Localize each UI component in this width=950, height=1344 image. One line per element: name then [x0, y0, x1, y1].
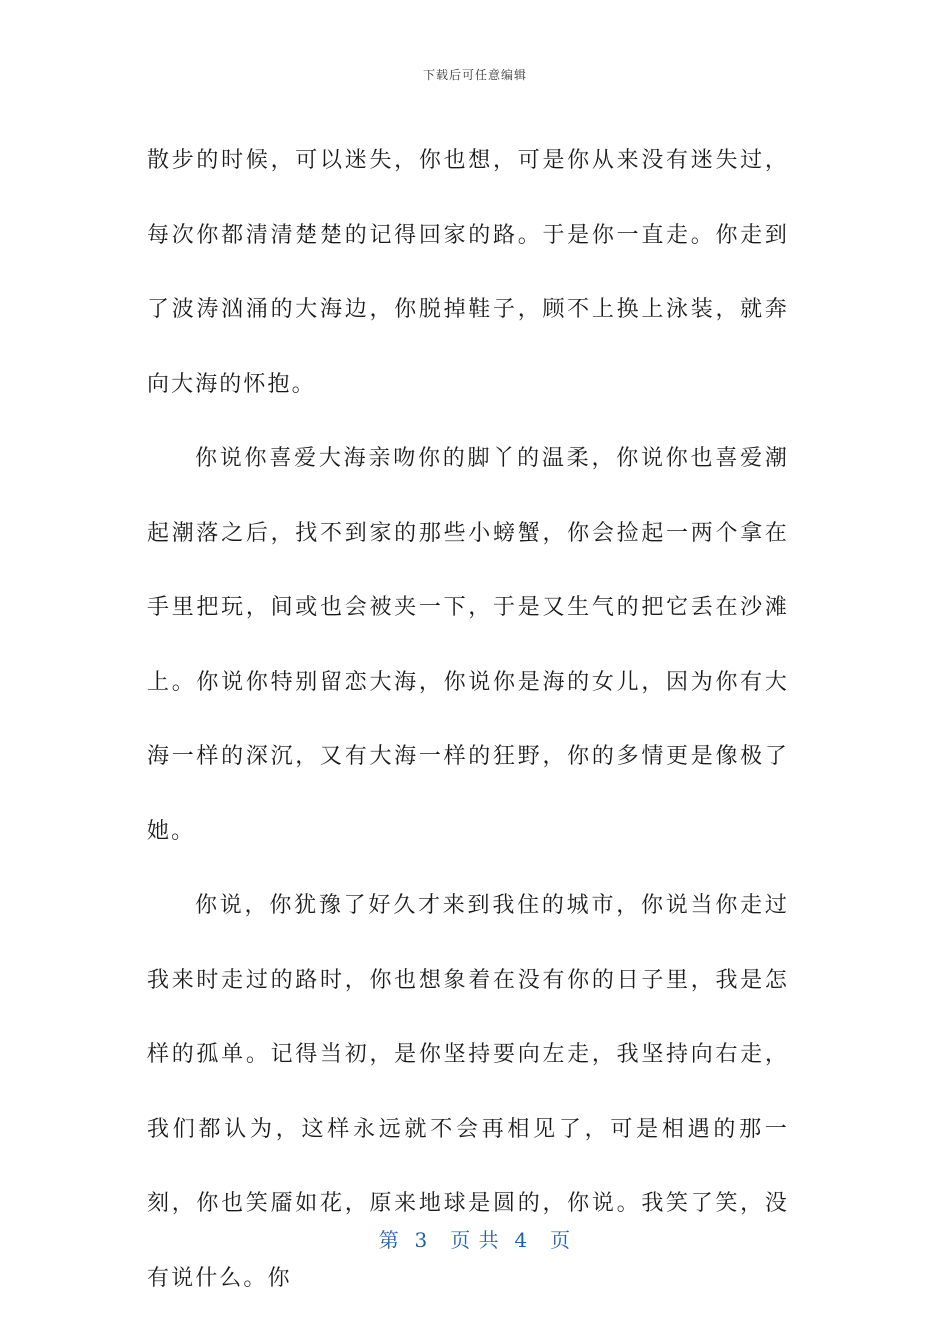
document-body [147, 124, 789, 1316]
paragraph-city: 你说，你犹豫了好久才来到我住的城市，你说当你走过我来时走过的路时，你也想象着在没有你的日子里，我是怎样的孤单。记得当初，是你坚持要向左走，我坚持向右走，我们都认为，这样永远就不会再相见了，可是相遇的那一刻，你也笑靥如花，原来地球是圆的，你说。我笑了笑，没有说什么。你 [147, 893, 789, 1291]
page-number-footer: 第 3 页 共 4 页 [378, 1228, 572, 1252]
page-header: 下载后可任意编辑 [422, 68, 527, 82]
paragraph-sea: 你说你喜爱大海亲吻你的脚丫的温柔，你说你也喜爱潮起潮落之后，找不到家的那些小螃蟹，你会捡起一两个拿在手里把玩，间或也会被夹一下，于是又生气的把它丢在沙滩上。你说你特别留恋大海，你说你是海的女儿，因为你有大海一样的深沉，又有大海一样的狂野，你的多情更是像极了她。 [147, 446, 789, 844]
paragraph-continued: 散步的时候，可以迷失，你也想，可是你从来没有迷失过，每次你都清清楚楚的记得回家的路。于是你一直走。你走到了波涛汹涌的大海边，你脱掉鞋子，顾不上换上泳装，就奔向大海的怀抱。 [147, 148, 789, 397]
